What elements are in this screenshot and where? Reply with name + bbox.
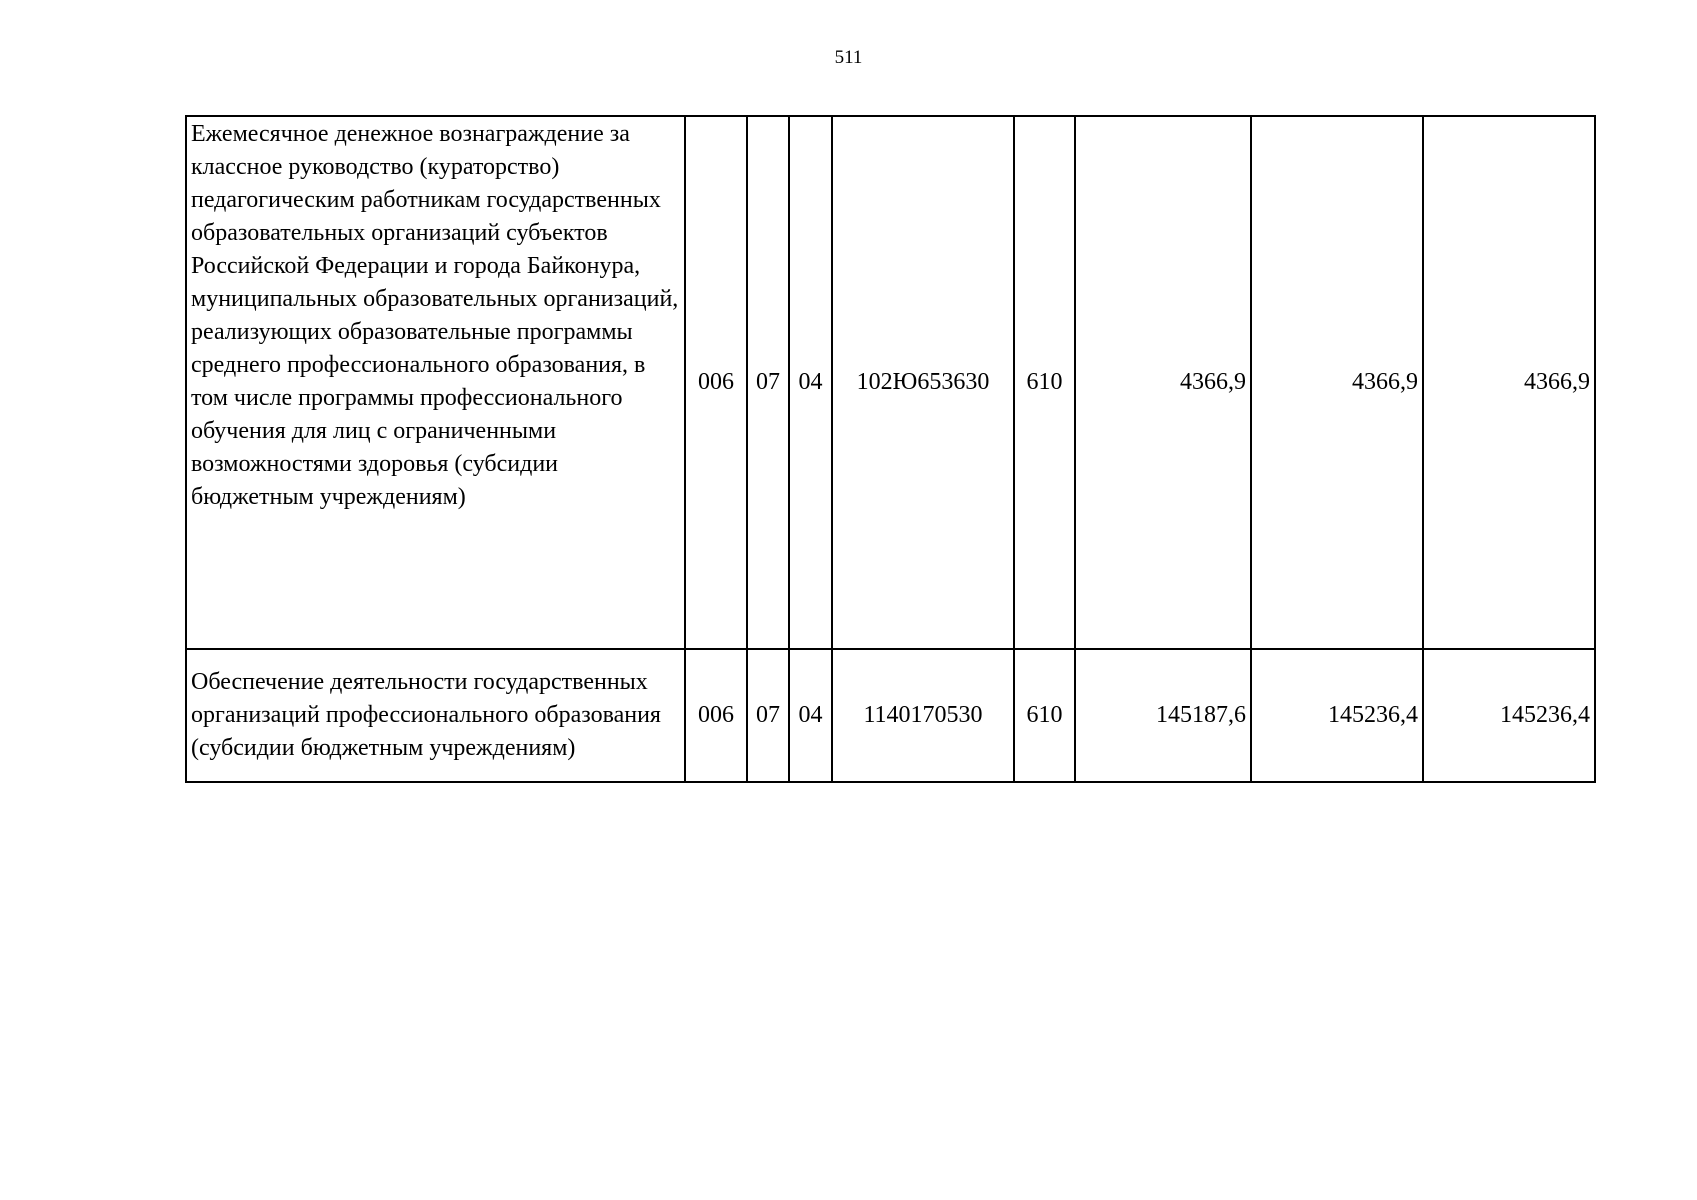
amount-year-2: 4366,9 (1251, 116, 1423, 649)
amount-year-1: 4366,9 (1075, 116, 1251, 649)
amount-year-2: 145236,4 (1251, 649, 1423, 782)
amount-year-1: 145187,6 (1075, 649, 1251, 782)
amount-year-3: 145236,4 (1423, 649, 1595, 782)
expense-description: Обеспечение деятельности государственных организаций профессионального образования (субсидии бюджетным учреждениям) (186, 649, 685, 782)
target-article-code: 1140170530 (832, 649, 1014, 782)
target-article-code: 102Ю653630 (832, 116, 1014, 649)
subsection-code: 04 (789, 116, 832, 649)
budget-table (185, 115, 1596, 783)
expense-type-code: 610 (1014, 649, 1075, 782)
expense-type-code: 610 (1014, 116, 1075, 649)
expense-description: Ежемесячное денежное вознаграждение за классное руководство (кураторство) педагогическим работникам государственных образовательных организаций субъектов Российской Федерации и города Байконура, муниципальных образовательных организаций, реализующих образовательные программы среднего профессионального образования, в том числе программы профессионального обучения для лиц с ограниченными возможностями здоровья (субсидии бюджетным учреждениям) (186, 116, 685, 649)
subsection-code: 04 (789, 649, 832, 782)
amount-year-3: 4366,9 (1423, 116, 1595, 649)
page-number: 511 (834, 47, 863, 68)
ministry-code: 006 (685, 116, 747, 649)
table-row (186, 116, 1595, 649)
table-row (186, 649, 1595, 782)
section-code: 07 (747, 116, 789, 649)
section-code: 07 (747, 649, 789, 782)
ministry-code: 006 (685, 649, 747, 782)
